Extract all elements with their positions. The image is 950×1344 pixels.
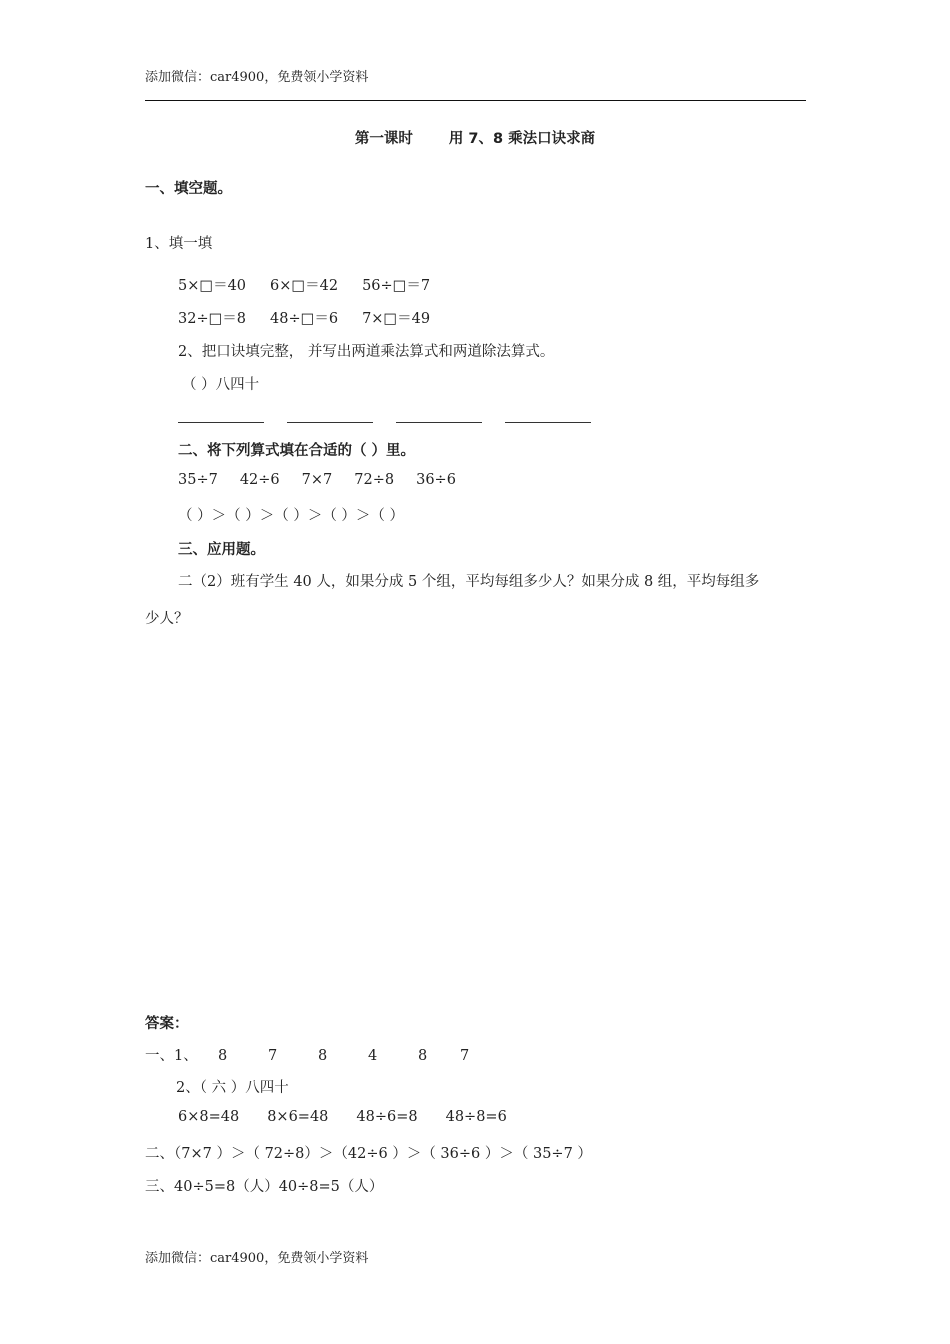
q2-label: 2、把口诀填完整， 并写出两道乘法算式和两道除法算式。: [178, 344, 555, 360]
answer-section3: 三、40÷5=8（人）40÷8=5（人）: [145, 1179, 384, 1195]
problem-text-line1: 二（2）班有学生 40 人，如果分成 5 个组，平均每组多少人？如果分成 8 组，平均每组多: [178, 574, 760, 590]
q1-row2: [178, 307, 454, 328]
expression: 36÷6: [416, 472, 456, 488]
answer-value: 4: [368, 1048, 378, 1064]
answer-value: 8: [318, 1048, 328, 1064]
answer-blank[interactable]: [396, 422, 482, 423]
q1-item: 7×□＝49: [362, 311, 431, 327]
section1-heading: 一、填空题。: [145, 181, 232, 197]
section2-heading: 二、将下列算式填在合适的（ ）里。: [178, 443, 416, 459]
answer-equation: 8×6=48: [267, 1109, 329, 1125]
q1-item: 32÷□＝8: [178, 311, 247, 327]
answers-heading: 答案：: [145, 1016, 189, 1032]
answer-2-rhyme: 2、（ 六 ）八四十: [176, 1080, 289, 1096]
answer-prefix: 一、1、: [145, 1048, 198, 1064]
q1-item: 5×□＝40: [178, 278, 247, 294]
answer-value: 7: [268, 1048, 278, 1064]
answer-value: 7: [460, 1048, 470, 1064]
page-title: [0, 127, 950, 148]
problem-text-line2: 少人？: [145, 611, 189, 627]
answer-equation: 48÷8=6: [445, 1109, 507, 1125]
q1-item: 6×□＝42: [270, 278, 339, 294]
q1-item: 56÷□＝7: [362, 278, 431, 294]
expression: 42÷6: [239, 472, 280, 488]
section2-order-line: （ ）＞（ ）＞（ ）＞（ ）＞（ ）: [178, 508, 405, 524]
expression: 72÷8: [354, 472, 395, 488]
q2-rhyme: （ ）八四十: [182, 377, 260, 393]
header-watermark-text: 添加微信：car4900，免费领小学资料: [145, 70, 369, 85]
q2-answer-blanks: [178, 412, 614, 431]
answer-2-equations: [178, 1109, 535, 1125]
answer-equation: 6×8=48: [178, 1109, 240, 1125]
expression: 7×7: [301, 472, 333, 488]
answer-value: 8: [218, 1048, 228, 1064]
q1-row1: [178, 274, 454, 295]
section2-expressions: [178, 472, 478, 488]
q1-label: 1、填一填: [145, 236, 213, 252]
q1-item: 48÷□＝6: [270, 311, 339, 327]
title-lesson: 第一课时: [354, 131, 413, 147]
footer-watermark-text: 添加微信：car4900，免费领小学资料: [145, 1251, 369, 1266]
answer-value: 8: [418, 1048, 428, 1064]
answer-blank[interactable]: [178, 422, 264, 423]
header-divider: [145, 100, 806, 101]
answer-blank[interactable]: [505, 422, 591, 423]
section3-heading: 三、应用题。: [178, 542, 265, 558]
answer-1: [145, 1044, 469, 1065]
expression: 35÷7: [178, 472, 218, 488]
answer-section2: 二、（7×7 ）＞（ 72÷8）＞（42÷6 ）＞（ 36÷6 ）＞（ 35÷7 ）: [145, 1146, 592, 1162]
answer-equation: 48÷6=8: [356, 1109, 418, 1125]
answer-blank[interactable]: [287, 422, 373, 423]
title-topic: 用 7、8 乘法口诀求商: [448, 131, 596, 147]
